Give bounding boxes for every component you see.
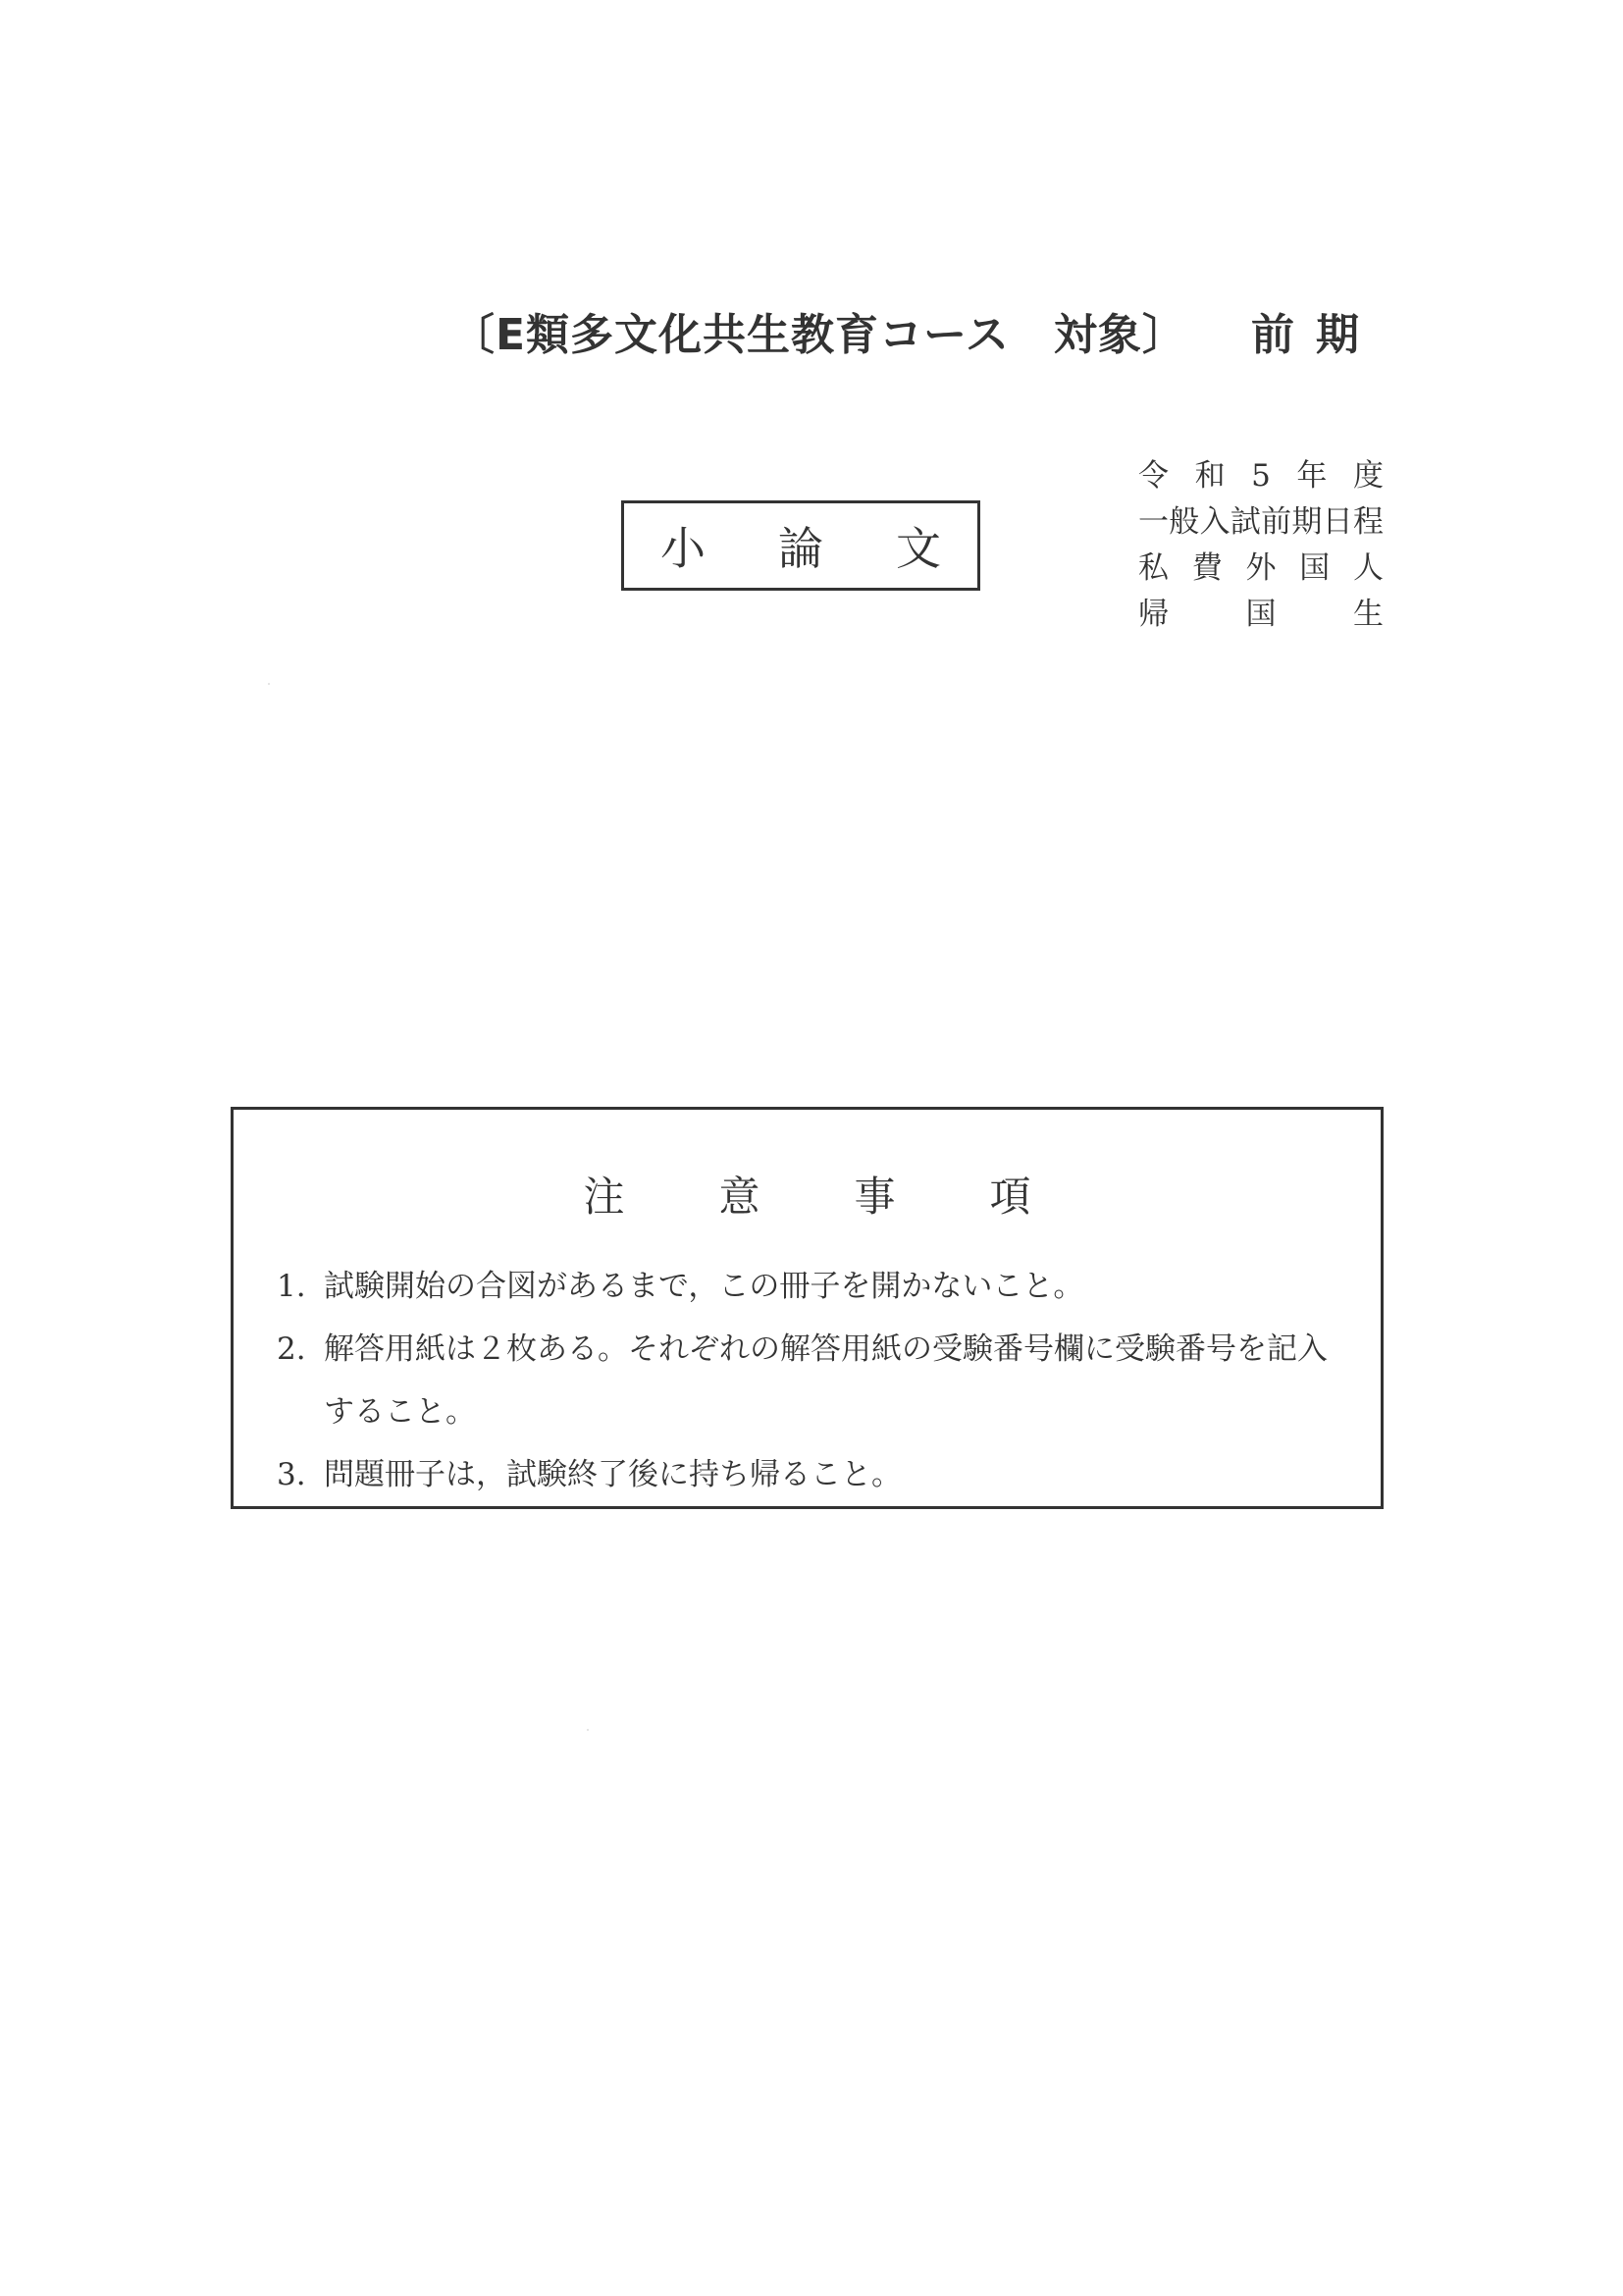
notice-title: 注意事項 — [583, 1173, 1126, 1221]
meta-char: 費 — [1191, 550, 1223, 586]
meta-char: 令 — [1138, 458, 1169, 494]
term-label: 前期 — [1251, 310, 1381, 360]
meta-char: 人 — [1353, 550, 1384, 586]
exam-meta — [1138, 453, 1384, 638]
scan-speck — [587, 1729, 589, 1731]
meta-char: 外 — [1245, 550, 1277, 586]
notice-item-number: 3. — [277, 1457, 306, 1492]
notice-item — [277, 1443, 1351, 1506]
notice-item-text: 試験開始の合図があるまで，この冊子を開かないこと。 — [324, 1269, 1084, 1304]
notice-item — [277, 1255, 1351, 1318]
exam-header — [451, 299, 1384, 378]
meta-char: 年 — [1296, 458, 1328, 494]
meta-char: 和 — [1194, 458, 1226, 494]
subject-title: 小論文 — [660, 522, 1014, 575]
meta-line — [1138, 453, 1384, 499]
meta-char: 帰 — [1138, 597, 1169, 632]
notice-item-text: 解答用紙は２枚ある。それぞれの解答用紙の受験番号欄に受験番号を記入すること。 — [324, 1331, 1328, 1430]
notice-box — [231, 1107, 1384, 1509]
notice-list — [277, 1255, 1351, 1506]
subject-box — [621, 500, 1014, 591]
meta-line — [1138, 546, 1384, 592]
meta-char: 度 — [1352, 458, 1384, 494]
meta-char: 国 — [1299, 550, 1331, 586]
scan-speck — [268, 683, 270, 685]
meta-line: 一 般 入 試 前 期 日 程 — [1138, 504, 1384, 540]
meta-char: 私 — [1138, 550, 1169, 586]
notice-item-text: 問題冊子は，試験終了後に持ち帰ること。 — [324, 1457, 902, 1492]
course-label: 〔E類多文化共生教育コース 対象〕 — [451, 310, 1186, 360]
meta-line — [1138, 592, 1384, 638]
notice-item-number: 2. — [277, 1331, 306, 1367]
notice-item — [277, 1318, 1351, 1443]
meta-char: 国 — [1245, 597, 1277, 632]
meta-char: 生 — [1353, 597, 1384, 632]
notice-item-number: 1. — [277, 1269, 306, 1304]
meta-char: 5 — [1251, 458, 1271, 494]
